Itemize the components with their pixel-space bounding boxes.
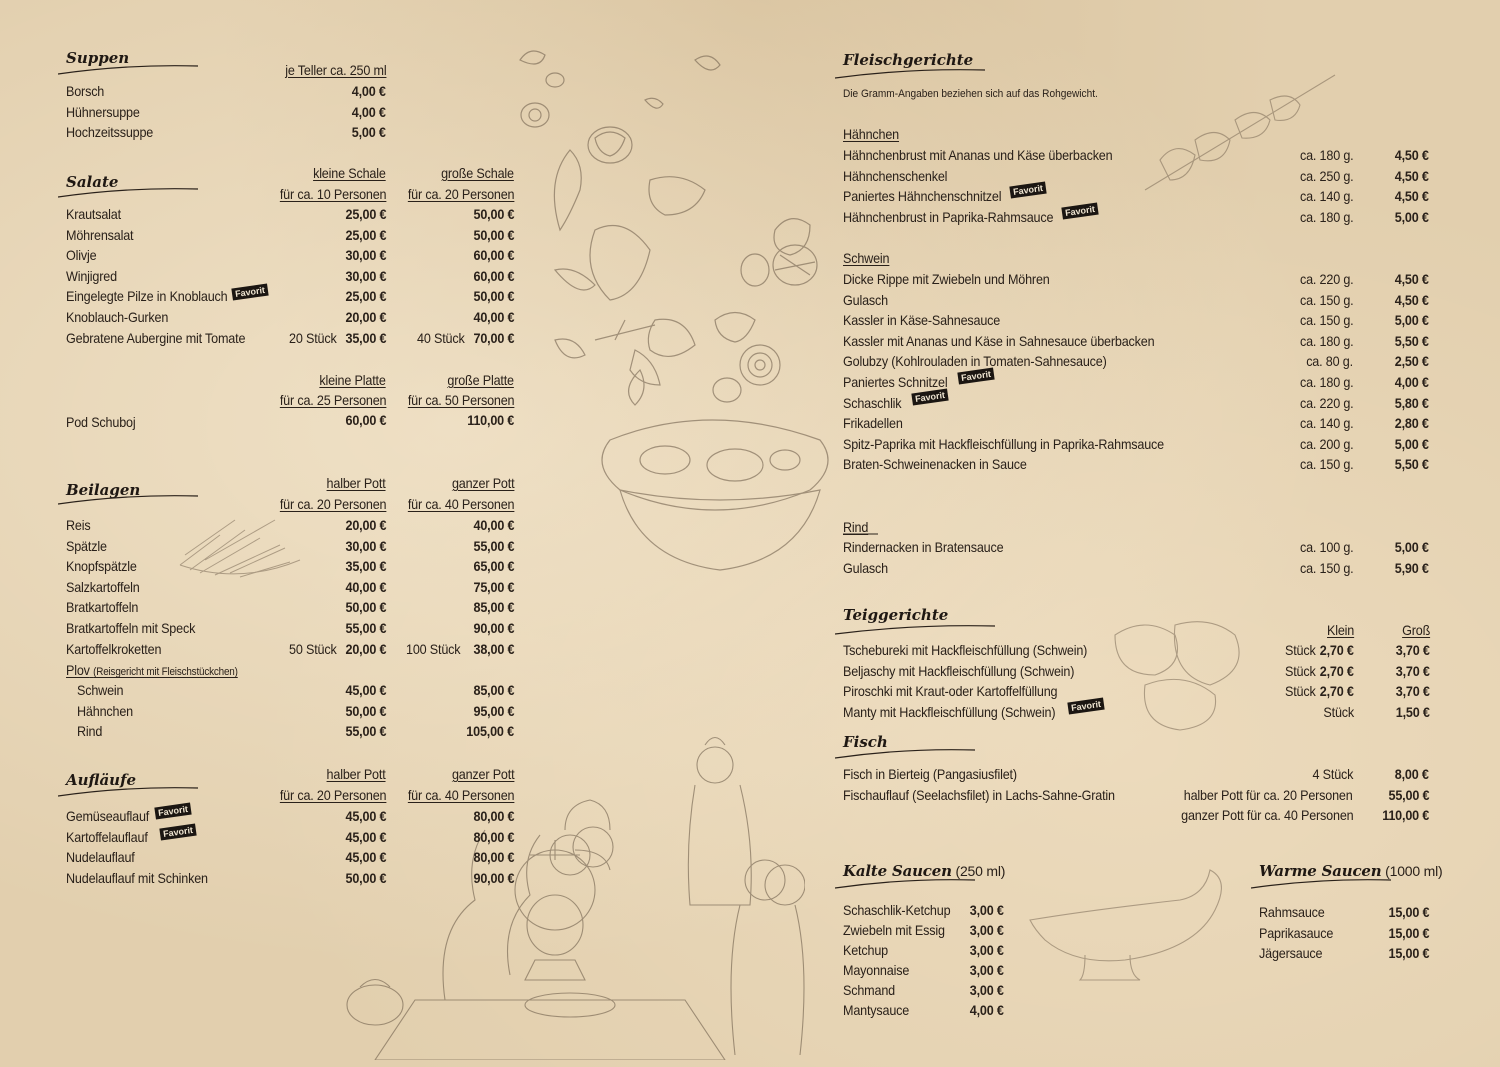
teig-item-name: Tschebureki mit Hackfleischfüllung (Schwein) bbox=[843, 642, 1088, 658]
pod-schuboj-price-2: 110,00 € bbox=[467, 412, 514, 428]
beilagen-item-price-1: 55,00 € bbox=[345, 620, 386, 636]
beilagen-item-price-1: 20,00 € bbox=[345, 517, 386, 533]
teig-col-klein: Klein bbox=[1326, 622, 1354, 638]
schwein_items-item-name: Dicke Rippe mit Zwiebeln und Möhren bbox=[843, 271, 1050, 287]
salate-item-price-1: 35,00 € bbox=[345, 329, 386, 346]
auflaeufe-item-price-1: 50,00 € bbox=[345, 869, 386, 886]
salate-col1-a: kleine Schale bbox=[313, 165, 386, 181]
salate-item-price-2: 70,00 € bbox=[473, 329, 514, 346]
haehnchen_items-item-weight: ca. 250 g. bbox=[1299, 167, 1353, 184]
rind_items-item-name: Gulasch bbox=[843, 559, 888, 576]
heading-swash bbox=[58, 62, 198, 76]
beilagen-col1-a: halber Pott bbox=[327, 475, 386, 491]
salate-col2-b: für ca. 20 Personen bbox=[407, 186, 514, 202]
auflaeufe-item-price-2: 80,00 € bbox=[473, 828, 514, 845]
kalte-item-name: Zwiebeln mit Essig bbox=[843, 922, 945, 938]
fries-illustration bbox=[175, 515, 305, 580]
salate-item-qty-2: 40 Stück bbox=[417, 329, 465, 346]
haehnchen_items-item-name: Hähnchenbrust in Paprika-Rahmsauce bbox=[843, 208, 1054, 225]
teig-item-unit: Stück bbox=[1285, 642, 1316, 658]
kalte-item-price: 3,00 € bbox=[970, 962, 1004, 978]
favorit-badge: Favorit bbox=[1061, 202, 1098, 219]
salate-item-price-1: 25,00 € bbox=[345, 288, 386, 305]
teig-item-name: Piroschki mit Kraut-oder Kartoffelfüllung bbox=[843, 683, 1058, 700]
beilagen-item-price-1: 30,00 € bbox=[345, 537, 386, 554]
auflaeufe-item-name: Gemüseauflauf bbox=[66, 808, 150, 824]
beilagen-item-qty-2: 100 Stück bbox=[406, 640, 461, 657]
plov-item-price-2: 95,00 € bbox=[473, 702, 514, 719]
beilagen-col2-b: für ca. 40 Personen bbox=[407, 496, 514, 512]
heading-swash bbox=[58, 784, 198, 798]
auflaeufe-item-price-2: 80,00 € bbox=[473, 849, 514, 866]
salate-item-name: Krautsalat bbox=[66, 206, 121, 222]
fisch-item-name: Fisch in Bierteig (Pangasiusfilet) bbox=[843, 766, 1017, 782]
beilagen-item-name: Spätzle bbox=[66, 537, 107, 554]
salate-item-price-2: 60,00 € bbox=[473, 267, 514, 284]
beilagen-item-price-1: 40,00 € bbox=[345, 578, 386, 595]
auflaeufe-item-price-1: 45,00 € bbox=[345, 828, 386, 845]
salate-item-price-1: 25,00 € bbox=[345, 226, 386, 243]
beilagen-item-name: Knopfspätzle bbox=[66, 558, 137, 575]
plov-item-name: Hähnchen bbox=[77, 702, 134, 719]
schwein-subheading: Schwein bbox=[843, 250, 890, 266]
beilagen-item-price-2: 90,00 € bbox=[473, 620, 514, 636]
auflaeufe-item-name: Kartoffelauflauf bbox=[66, 828, 148, 845]
rind_items-item-name: Rindernacken in Bratensauce bbox=[843, 539, 1004, 555]
plov-item-price-1: 45,00 € bbox=[345, 682, 386, 698]
suppen-item-price: 4,00 € bbox=[352, 83, 386, 99]
schwein_items-item-price: 2,80 € bbox=[1395, 415, 1429, 432]
salate-item-price-1: 30,00 € bbox=[345, 267, 386, 284]
schwein_items-item-weight: ca. 80 g. bbox=[1306, 353, 1353, 370]
heading-swash bbox=[835, 66, 985, 80]
suppen-heading: Suppen bbox=[66, 49, 130, 67]
haehnchen_items-item-name: Paniertes Hähnchenschnitzel bbox=[843, 188, 1002, 205]
beilagen-item-qty-1: 50 Stück bbox=[289, 640, 337, 657]
salate-item-price-2: 40,00 € bbox=[473, 309, 514, 325]
haehnchen_items-item-price: 4,50 € bbox=[1395, 188, 1429, 205]
teig-item-price-gross: 1,50 € bbox=[1396, 703, 1430, 720]
favorit-badge: Favorit bbox=[957, 368, 994, 385]
beilagen-item-name: Reis bbox=[66, 517, 91, 533]
plov-item-price-1: 50,00 € bbox=[345, 702, 386, 719]
salate-item-price-2: 50,00 € bbox=[473, 288, 514, 305]
teig-item-price-gross: 3,70 € bbox=[1396, 642, 1430, 658]
beilagen-item-price-2: 55,00 € bbox=[473, 537, 514, 554]
teig-item-unit: Stück bbox=[1285, 662, 1316, 679]
suppen-item-name: Hochzeitssuppe bbox=[66, 124, 154, 141]
suppen-item-price: 4,00 € bbox=[352, 103, 386, 120]
salate-item-name: Winjigred bbox=[66, 267, 117, 284]
kalte-item-price: 3,00 € bbox=[970, 902, 1004, 918]
platte-col2-a: große Platte bbox=[447, 372, 514, 388]
teig-item-name: Manty mit Hackfleischfüllung (Schwein) bbox=[843, 703, 1056, 720]
warme-item-name: Rahmsauce bbox=[1259, 904, 1325, 920]
auflaeufe-item-price-1: 45,00 € bbox=[345, 849, 386, 866]
auflaeufe-col2-b: für ca. 40 Personen bbox=[407, 787, 514, 803]
schwein_items-item-name: Kassler in Käse-Sahnesauce bbox=[843, 312, 1001, 329]
beilagen-item-name: Bratkartoffeln mit Speck bbox=[66, 620, 196, 636]
kalte-sub: (250 ml) bbox=[955, 863, 1006, 879]
beilagen-item-name: Kartoffelkroketten bbox=[66, 640, 162, 657]
suppen-item-name: Hühnersuppe bbox=[66, 103, 140, 120]
suppen-item-price: 5,00 € bbox=[352, 124, 386, 141]
schwein_items-item-weight: ca. 180 g. bbox=[1299, 332, 1353, 349]
kalte-item-price: 3,00 € bbox=[970, 982, 1004, 998]
schwein_items-item-price: 4,50 € bbox=[1395, 291, 1429, 308]
favorit-badge: Favorit bbox=[911, 388, 948, 405]
auflaeufe-col1-b: für ca. 20 Personen bbox=[279, 787, 386, 803]
pod-schuboj-name: Pod Schuboj bbox=[66, 414, 136, 430]
kalte-item-name: Mantysauce bbox=[843, 1002, 910, 1018]
schwein_items-item-name: Kassler mit Ananas und Käse in Sahnesauce überbacken bbox=[843, 332, 1155, 349]
schwein_items-item-price: 5,00 € bbox=[1395, 435, 1429, 452]
fisch-item-qty: halber Pott für ca. 20 Personen bbox=[1184, 786, 1353, 803]
samovar-scene-illustration bbox=[325, 735, 805, 1060]
salate-item-name: Gebratene Aubergine mit Tomate bbox=[66, 329, 246, 346]
auflaeufe-item-name: Nudelauflauf bbox=[66, 849, 135, 866]
salate-item-qty-1: 20 Stück bbox=[289, 329, 337, 346]
favorit-badge: Favorit bbox=[154, 803, 191, 820]
teig-item-price-klein: 2,70 € bbox=[1320, 662, 1354, 679]
fisch-item-price: 8,00 € bbox=[1395, 766, 1429, 782]
heading-swash bbox=[58, 185, 198, 199]
gravy-boat-illustration bbox=[1025, 865, 1235, 985]
falling-vegetables-illustration bbox=[495, 20, 855, 580]
teig-col-gross: Groß bbox=[1402, 622, 1430, 638]
warme-item-name: Paprikasauce bbox=[1259, 924, 1334, 941]
suppen-col-header: je Teller ca. 250 ml bbox=[284, 62, 386, 78]
teig-item-price-gross: 3,70 € bbox=[1396, 683, 1430, 700]
beilagen-item-price-1: 35,00 € bbox=[345, 558, 386, 575]
haehnchen_items-item-name: Hähnchenbrust mit Ananas und Käse überbacken bbox=[843, 147, 1113, 163]
beilagen-col1-b: für ca. 20 Personen bbox=[279, 496, 386, 512]
schwein_items-item-price: 2,50 € bbox=[1395, 353, 1429, 370]
schwein_items-item-name: Golubzy (Kohlrouladen in Tomaten-Sahnesauce) bbox=[843, 353, 1107, 370]
beilagen-item-name: Bratkartoffeln bbox=[66, 599, 139, 616]
kalte-item-name: Schmand bbox=[843, 982, 895, 998]
dumplings-illustration bbox=[1105, 615, 1265, 735]
haehnchen_items-item-price: 4,50 € bbox=[1395, 167, 1429, 184]
salate-item-price-1: 20,00 € bbox=[345, 309, 386, 325]
fisch-item-price: 55,00 € bbox=[1388, 786, 1429, 803]
schwein_items-item-price: 4,00 € bbox=[1395, 374, 1429, 390]
beilagen-item-price-2: 40,00 € bbox=[473, 517, 514, 533]
salate-item-name: Olivje bbox=[66, 247, 97, 264]
schwein_items-item-price: 5,00 € bbox=[1395, 312, 1429, 329]
fisch-item-qty: 4 Stück bbox=[1312, 766, 1353, 782]
rind_items-item-price: 5,00 € bbox=[1395, 539, 1429, 555]
beilagen-item-price-2: 65,00 € bbox=[473, 558, 514, 575]
haehnchen_items-item-price: 5,00 € bbox=[1395, 208, 1429, 225]
warme-sub: (1000 ml) bbox=[1385, 863, 1443, 879]
plov-item-name: Rind bbox=[77, 723, 103, 740]
beilagen-item-price-1: 20,00 € bbox=[345, 640, 386, 657]
beilagen-item-price-2: 38,00 € bbox=[473, 640, 514, 657]
warme-title: Warme Saucen bbox=[1259, 862, 1382, 880]
platte-col1-a: kleine Platte bbox=[319, 372, 386, 388]
haehnchen_items-item-weight: ca. 140 g. bbox=[1299, 188, 1353, 205]
fisch-heading: Fisch bbox=[843, 733, 888, 751]
schwein_items-item-name: Paniertes Schnitzel bbox=[843, 374, 948, 390]
kalte-item-price: 4,00 € bbox=[970, 1002, 1004, 1018]
plov-item-name: Schwein bbox=[77, 682, 124, 698]
salate-col2-a: große Schale bbox=[441, 165, 514, 181]
schwein_items-item-weight: ca. 140 g. bbox=[1299, 415, 1353, 432]
schwein_items-item-weight: ca. 220 g. bbox=[1299, 271, 1353, 287]
schwein_items-item-price: 5,50 € bbox=[1395, 456, 1429, 473]
schwein_items-item-weight: ca. 200 g. bbox=[1299, 435, 1353, 452]
haehnchen_items-item-weight: ca. 180 g. bbox=[1299, 208, 1353, 225]
platte-col1-b: für ca. 25 Personen bbox=[279, 392, 386, 408]
kalte-title: Kalte Saucen bbox=[843, 862, 952, 880]
warme-item-price: 15,00 € bbox=[1388, 924, 1429, 941]
favorit-badge: Favorit bbox=[159, 823, 196, 840]
heading-swash bbox=[835, 622, 995, 636]
salate-item-price-1: 30,00 € bbox=[345, 247, 386, 264]
schwein_items-item-name: Braten-Schweinenacken in Sauce bbox=[843, 456, 1027, 473]
kalte-item-price: 3,00 € bbox=[970, 922, 1004, 938]
auflaeufe-heading: Aufläufe bbox=[66, 771, 137, 789]
haehnchen-subheading: Hähnchen bbox=[843, 126, 900, 142]
schwein_items-item-price: 4,50 € bbox=[1395, 271, 1429, 287]
teig-heading: Teiggerichte bbox=[843, 606, 949, 624]
beilagen-col2-a: ganzer Pott bbox=[451, 475, 514, 491]
schwein_items-item-name: Schaschlik bbox=[843, 394, 902, 411]
fleisch-note: Die Gramm-Angaben beziehen sich auf das Rohgewicht. bbox=[843, 88, 1098, 100]
teig-item-price-klein: 2,70 € bbox=[1320, 683, 1354, 700]
fleisch-heading: Fleischgerichte bbox=[843, 51, 974, 69]
auflaeufe-item-price-2: 90,00 € bbox=[473, 869, 514, 886]
kalte-item-name: Mayonnaise bbox=[843, 962, 910, 978]
pod-schuboj-price-1: 60,00 € bbox=[345, 412, 386, 428]
salate-item-price-2: 50,00 € bbox=[473, 226, 514, 243]
suppen-item-name: Borsch bbox=[66, 83, 105, 99]
teig-item-price-gross: 3,70 € bbox=[1396, 662, 1430, 679]
schwein_items-item-name: Gulasch bbox=[843, 291, 888, 308]
kalte-item-name: Ketchup bbox=[843, 942, 888, 958]
platte-col2-b: für ca. 50 Personen bbox=[407, 392, 514, 408]
heading-swash bbox=[835, 876, 975, 890]
beilagen-item-price-2: 75,00 € bbox=[473, 578, 514, 595]
heading-swash bbox=[58, 492, 198, 506]
teig-item-unit: Stück bbox=[1285, 683, 1316, 700]
salate-item-name: Eingelegte Pilze in Knoblauch bbox=[66, 288, 228, 305]
auflaeufe-col2-a: ganzer Pott bbox=[451, 766, 514, 782]
kalte-item-name: Schaschlik-Ketchup bbox=[843, 902, 951, 918]
schwein_items-item-weight: ca. 150 g. bbox=[1299, 312, 1353, 329]
salate-heading: Salate bbox=[66, 173, 119, 191]
schwein_items-item-name: Spitz-Paprika mit Hackfleischfüllung in Paprika-Rahmsauce bbox=[843, 435, 1164, 452]
schwein_items-item-weight: ca. 180 g. bbox=[1299, 374, 1353, 390]
haehnchen_items-item-weight: ca. 180 g. bbox=[1299, 147, 1353, 163]
plov-note: (Reisgericht mit Fleischstückchen) bbox=[93, 666, 238, 678]
plov-item-price-1: 55,00 € bbox=[345, 723, 386, 740]
fisch-item-name: Fischauflauf (Seelachsfilet) in Lachs-Sahne-Gratin bbox=[843, 786, 1115, 803]
warme-item-price: 15,00 € bbox=[1388, 904, 1429, 920]
rind_items-item-weight: ca. 100 g. bbox=[1299, 539, 1353, 555]
haehnchen_items-item-name: Hähnchenschenkel bbox=[843, 167, 948, 184]
beilagen-item-price-2: 85,00 € bbox=[473, 599, 514, 616]
salate-item-name: Knoblauch-Gurken bbox=[66, 309, 169, 325]
rind-subheading: Rind bbox=[843, 519, 869, 535]
salate-item-price-2: 50,00 € bbox=[473, 206, 514, 222]
kalte-item-price: 3,00 € bbox=[970, 942, 1004, 958]
salate-item-name: Möhrensalat bbox=[66, 226, 134, 243]
auflaeufe-item-price-2: 80,00 € bbox=[473, 808, 514, 824]
auflaeufe-item-price-1: 45,00 € bbox=[345, 808, 386, 824]
salate-item-price-2: 60,00 € bbox=[473, 247, 514, 264]
haehnchen_items-item-price: 4,50 € bbox=[1395, 147, 1429, 163]
beilagen-item-name: Salzkartoffeln bbox=[66, 578, 140, 595]
favorit-badge: Favorit bbox=[1067, 697, 1104, 714]
auflaeufe-col1-a: halber Pott bbox=[327, 766, 386, 782]
rind_items-item-weight: ca. 150 g. bbox=[1299, 559, 1353, 576]
schwein_items-item-price: 5,80 € bbox=[1395, 394, 1429, 411]
heading-swash bbox=[1251, 876, 1391, 890]
heading-swash bbox=[835, 746, 975, 760]
warme-item-name: Jägersauce bbox=[1259, 945, 1323, 962]
plov-label bbox=[66, 661, 238, 681]
plov-item-price-2: 105,00 € bbox=[466, 723, 514, 740]
teig-item-unit: Stück bbox=[1323, 703, 1354, 720]
fisch-item-qty: ganzer Pott für ca. 40 Personen bbox=[1180, 807, 1353, 824]
rind_items-item-price: 5,90 € bbox=[1395, 559, 1429, 576]
favorit-badge: Favorit bbox=[1009, 182, 1046, 199]
teig-item-price-klein: 2,70 € bbox=[1320, 642, 1354, 658]
favorit-badge: Favorit bbox=[231, 284, 268, 301]
plov-name: Plov bbox=[66, 662, 90, 678]
schwein_items-item-weight: ca. 150 g. bbox=[1299, 291, 1353, 308]
plov-item-price-2: 85,00 € bbox=[473, 682, 514, 698]
schwein_items-item-weight: ca. 220 g. bbox=[1299, 394, 1353, 411]
salate-item-price-1: 25,00 € bbox=[345, 206, 386, 222]
schwein_items-item-price: 5,50 € bbox=[1395, 332, 1429, 349]
auflaeufe-item-name: Nudelauflauf mit Schinken bbox=[66, 869, 208, 886]
beilagen-item-price-1: 50,00 € bbox=[345, 599, 386, 616]
salate-col1-b: für ca. 10 Personen bbox=[279, 186, 386, 202]
schwein_items-item-name: Frikadellen bbox=[843, 415, 903, 432]
teig-item-name: Beljaschy mit Hackfleischfüllung (Schwein) bbox=[843, 662, 1075, 679]
warme-item-price: 15,00 € bbox=[1388, 945, 1429, 962]
schwein_items-item-weight: ca. 150 g. bbox=[1299, 456, 1353, 473]
beilagen-heading: Beilagen bbox=[66, 481, 141, 499]
fisch-item-price: 110,00 € bbox=[1382, 807, 1429, 824]
